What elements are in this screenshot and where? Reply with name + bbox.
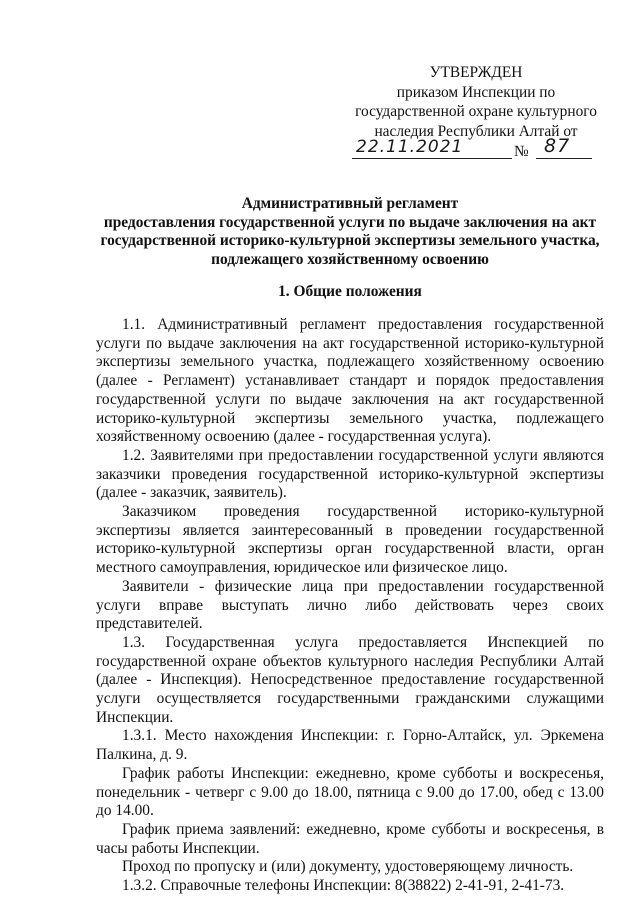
paragraph-reception-schedule: График приема заявлений: ежедневно, кроме субботы и воскресенья, в часы работы Инспекции. bbox=[96, 820, 604, 857]
title-line-4: подлежащего хозяйственному освоению bbox=[211, 250, 489, 268]
date-number-line bbox=[348, 135, 604, 162]
paragraph-pass: Проход по пропуску и (или) документу, удостоверяющему личность. bbox=[122, 858, 574, 876]
title-line-2: предоставления государственной услуги по выдаче заключения на акт bbox=[103, 213, 597, 231]
handwritten-date: 22.11.2021 bbox=[356, 137, 464, 157]
paragraph-1-3: 1.3. Государственная услуга предоставляется Инспекцией по государственной охране объектов культурного наследия Республики Алтай (далее - Инспекция). Непосредственное предоставление государственной услуги осуществляется государственными гражданскими служащими Инспекции. bbox=[96, 633, 604, 726]
paragraph-applicants: Заявители - физические лица при предоставлении государственной услуги вправе выступать лично либо действовать через своих представителей. bbox=[96, 577, 604, 633]
paragraph-work-schedule: График работы Инспекции: ежедневно, кроме субботы и воскресенья, понедельник - четверг с 9.00 до 18.00, пятница с 9.00 до 17.00, обед с 13.00 до 14.00. bbox=[96, 764, 604, 820]
title-line-1: Административный регламент bbox=[241, 195, 459, 212]
section-heading: 1. Общие положения bbox=[278, 283, 422, 300]
document-title bbox=[80, 195, 620, 269]
handwritten-number: 87 bbox=[544, 135, 571, 157]
paragraph-1-1: 1.1. Административный регламент предоставления государственной услуги по выдаче заключения на акт государственной историко-культурной экспертизы земельного участка, подлежащего хозяйственному освоению (далее - Регламент) устанавливает стандарт и порядок предоставления государственной услуги по выдаче заключения на акт государственной историко-культурной экспертизы земельного участка, подлежащего хозяйственному освоению (далее - государственная услуга). bbox=[96, 316, 604, 446]
number-sign: № bbox=[514, 143, 529, 160]
document-body bbox=[96, 316, 604, 896]
paragraph-1-2: 1.2. Заявителями при предоставлении государственной услуги являются заказчики проведения государственной историко-культурной экспертизы (далее - заказчик, заявитель). bbox=[96, 446, 604, 502]
paragraph-1-3-2: 1.3.2. Справочные телефоны Инспекции: 8(38822) 2-41-91, 2-41-73. bbox=[122, 877, 565, 895]
approval-heading: УТВЕРЖДЕН bbox=[429, 64, 523, 81]
approval-line-order: приказом Инспекции по bbox=[396, 83, 556, 101]
title-line-3: государственной историко-культурной экспертизы земельного участка, bbox=[100, 232, 600, 249]
approval-line-inspection: государственной охране культурного bbox=[355, 103, 597, 120]
paragraph-1-3-1: 1.3.1. Место нахождения Инспекции: г. Горно-Алтайск, ул. Эркемена Палкина, д. 9. bbox=[96, 727, 604, 764]
number-underline bbox=[536, 158, 592, 159]
approval-block bbox=[348, 63, 604, 162]
date-underline bbox=[352, 158, 512, 159]
approval-line-republic: наследия Республики Алтай от bbox=[374, 122, 578, 140]
paragraph-customer: Заказчиком проведения государственной историко-культурной экспертизы является заинтересованный в проведении государственной историко-культурной экспертизы орган государственной власти, орган местного самоуправления, юридическое или физическое лицо. bbox=[96, 503, 604, 577]
